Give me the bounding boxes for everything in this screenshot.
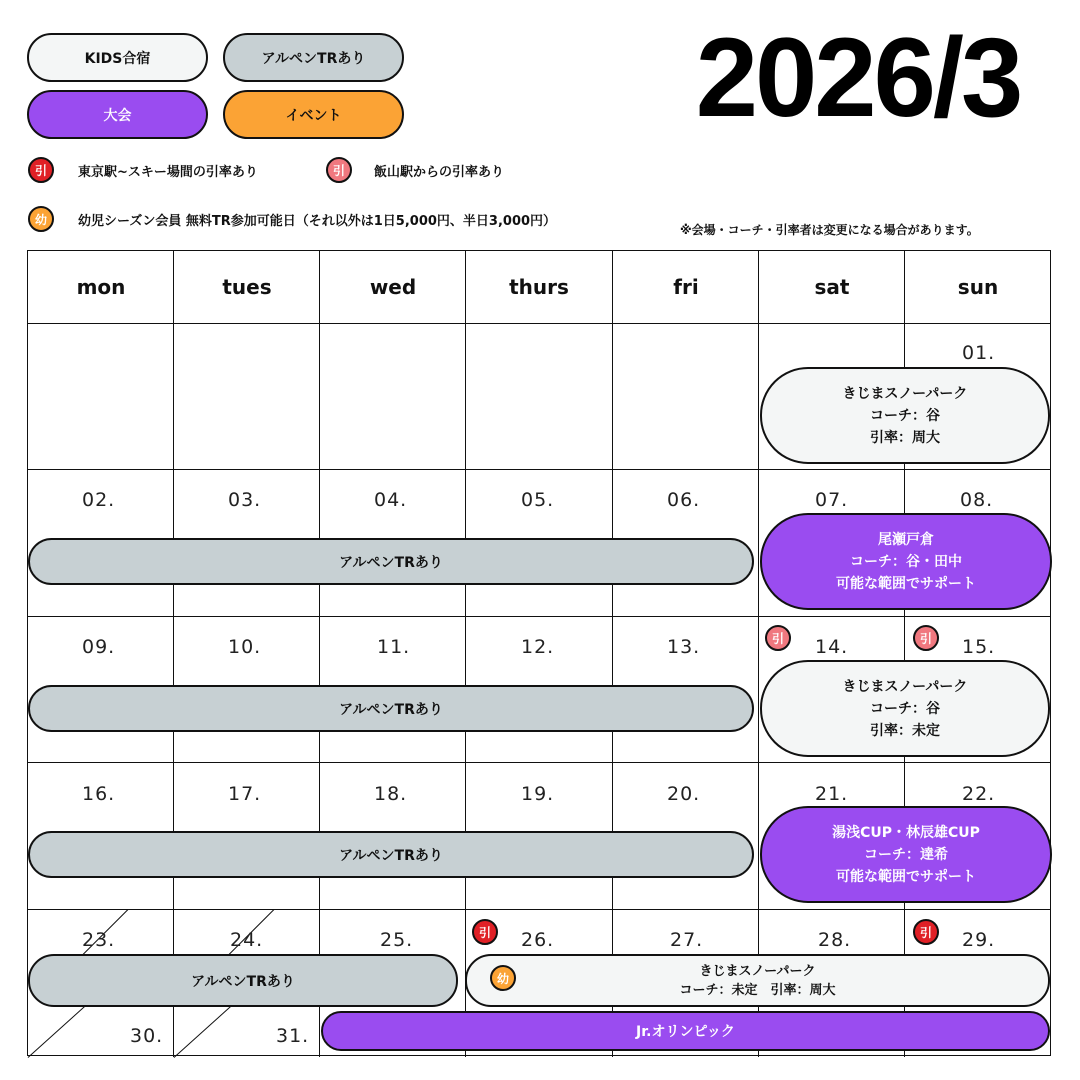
event-title: きじまスノーパーク <box>699 963 816 979</box>
grid-line <box>28 762 1050 763</box>
event-escort: 引率：未定 <box>870 722 940 739</box>
weekday-sat: sat <box>814 275 850 299</box>
youji-legend-icon: 幼 <box>28 206 54 232</box>
weekday-sun: sun <box>957 275 999 299</box>
date-04: 04. <box>374 489 408 511</box>
event-alpen-label: アルペンTRあり <box>191 973 295 990</box>
grid-line <box>465 251 466 1057</box>
event-alpen-week1[interactable] <box>28 538 754 585</box>
date-12: 12. <box>521 636 555 658</box>
weekday-mon: mon <box>76 275 126 299</box>
grid-line <box>319 251 320 1057</box>
date-03: 03. <box>228 489 262 511</box>
date-11: 11. <box>377 636 411 658</box>
date-21: 21. <box>815 783 849 805</box>
event-coach: コーチ：谷・田中 <box>850 553 962 570</box>
event-alpen-label: アルペンTRあり <box>339 554 443 571</box>
hiki-pink-legend-icon: 引 <box>326 157 352 183</box>
event-jr-olympic[interactable] <box>321 1011 1050 1051</box>
legend-kids-pill <box>27 33 208 82</box>
date-22: 22. <box>962 783 996 805</box>
hiki-red-icon: 引 <box>913 919 939 945</box>
date-20: 20. <box>667 783 701 805</box>
event-coach: コーチ：達希 <box>864 846 948 863</box>
legend-taikai-pill <box>27 90 208 139</box>
date-28: 28. <box>818 929 852 951</box>
date-14: 14. <box>815 636 849 658</box>
hiki-red-icon: 引 <box>472 919 498 945</box>
date-29: 29. <box>962 929 996 951</box>
event-alpen-week4[interactable] <box>28 954 458 1007</box>
date-26: 26. <box>521 929 555 951</box>
legend-event-pill <box>223 90 404 139</box>
date-27: 27. <box>670 929 704 951</box>
grid-line <box>612 251 613 1057</box>
date-06: 06. <box>667 489 701 511</box>
date-07: 07. <box>815 489 849 511</box>
grid-line <box>28 469 1050 470</box>
grid-line <box>28 909 1050 910</box>
youji-note: 幼児シーズン会員 無料TR参加可能日（それ以外は1日5,000円、半日3,000円） <box>78 214 557 229</box>
legend-alpen-label: アルペンTRあり <box>261 50 366 67</box>
event-oze-tokura[interactable] <box>760 513 1052 610</box>
grid-line <box>28 616 1050 617</box>
hiki-pink-icon: 引 <box>913 625 939 651</box>
event-coach: コーチ：谷 <box>870 407 940 424</box>
legend-kids-label: KIDS合宿 <box>84 50 151 67</box>
legend-event-label: イベント <box>285 107 342 124</box>
event-coach-escort: コーチ：未定 引率：周大 <box>679 982 836 998</box>
date-15: 15. <box>962 636 996 658</box>
event-alpen-label: アルペンTRあり <box>339 847 443 864</box>
month-title: 2026/3 <box>695 15 1021 140</box>
event-title: 湯浅CUP・林辰雄CUP <box>832 824 980 841</box>
iiyama-note: 飯山駅からの引率あり <box>374 165 505 180</box>
date-13: 13. <box>667 636 701 658</box>
event-support: 可能な範囲でサポート <box>836 575 976 592</box>
event-yuasa-cup[interactable] <box>760 806 1052 903</box>
tokyo-note: 東京駅~スキー場間の引率あり <box>78 165 258 180</box>
grid-line <box>28 323 1050 324</box>
date-24: 24. <box>230 929 264 951</box>
event-coach: コーチ：谷 <box>870 700 940 717</box>
legend-taikai-label: 大会 <box>103 107 132 124</box>
date-16: 16. <box>82 783 116 805</box>
date-18: 18. <box>374 783 408 805</box>
date-05: 05. <box>521 489 555 511</box>
date-10: 10. <box>228 636 262 658</box>
date-19: 19. <box>521 783 555 805</box>
legend-alpen-pill <box>223 33 404 82</box>
event-title: きじまスノーパーク <box>842 678 968 695</box>
event-alpen-week2[interactable] <box>28 685 754 732</box>
weekday-thurs: thurs <box>509 275 569 299</box>
event-kijima-0314[interactable] <box>760 660 1050 757</box>
grid-line <box>758 251 759 1057</box>
date-09: 09. <box>82 636 116 658</box>
date-17: 17. <box>228 783 262 805</box>
date-31: 31. <box>276 1025 310 1047</box>
event-support: 可能な範囲でサポート <box>836 868 976 885</box>
weekday-tues: tues <box>222 275 272 299</box>
weekday-wed: wed <box>369 275 417 299</box>
date-01: 01. <box>962 342 996 364</box>
event-alpen-label: アルペンTRあり <box>339 701 443 718</box>
event-kijima-0301[interactable] <box>760 367 1050 464</box>
youji-icon: 幼 <box>490 965 516 991</box>
event-title: きじまスノーパーク <box>842 385 968 402</box>
event-alpen-week3[interactable] <box>28 831 754 878</box>
weekday-fri: fri <box>673 275 699 299</box>
date-25: 25. <box>380 929 414 951</box>
event-jr-olympic-label: Jr.オリンピック <box>636 1024 735 1040</box>
event-escort: 引率：周大 <box>870 429 940 446</box>
event-title: 尾瀬戸倉 <box>878 531 934 548</box>
date-23: 23. <box>82 929 116 951</box>
hiki-red-legend-icon: 引 <box>28 157 54 183</box>
hiki-pink-icon: 引 <box>765 625 791 651</box>
date-02: 02. <box>82 489 116 511</box>
date-08: 08. <box>960 489 994 511</box>
event-kijima-0326[interactable] <box>465 954 1050 1007</box>
change-notice: ※会場・コーチ・引率者は変更になる場合があります。 <box>680 223 979 237</box>
date-30: 30. <box>130 1025 164 1047</box>
